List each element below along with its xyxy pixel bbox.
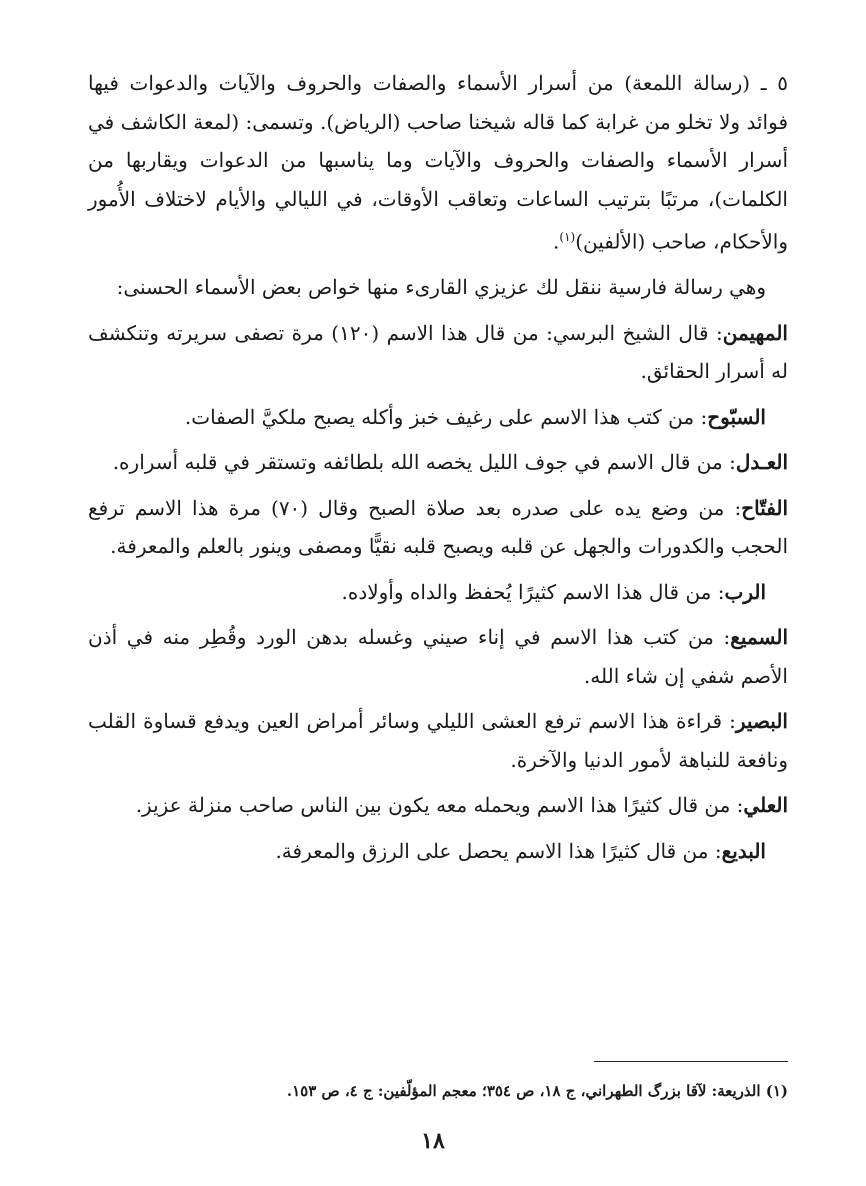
intro-paragraph-2: وهي رسالة فارسية ننقل لك عزيزي القارىء منها خواص بعض الأسماء الحسنى: [116,275,766,300]
entry-term: المهيمن [722,320,788,345]
entry-term: السبّوح [707,404,766,429]
footnote: (١) الذريعة: لآقا بزرگ الطهراني، ج ١٨، ص ٣٥٤؛ معجم المؤلّفين: ج ٤، ص ١٥٣. [286,1082,788,1100]
entry-subbuh [88,398,788,437]
entry-text: : من كتب هذا الاسم في إناء صيني وغسله بدهن الورد وقُطِر منه في أذن الأصم شفي إن شاء الله. [88,625,788,688]
entry-fattah [88,489,788,566]
page-number: ١٨ [421,1128,445,1154]
entry-muhaymin [88,314,788,391]
entry-rabb [88,573,788,612]
entry-sami [88,618,788,695]
entry-badi [88,832,788,871]
entry-text: : من قال كثيرًا هذا الاسم يحصل على الرزق والمعرفة. [275,838,722,863]
entry-text: : قال الشيخ البرسي: من قال هذا الاسم (١٢٠) مرة تصفى سريرته وتنكشف له أسرار الحقائق. [88,320,788,384]
footnote-ref: (١) [559,230,576,244]
entry-term: السميع [730,625,788,650]
entry-text: : من وضع يده على صدره بعد صلاة الصبح وقال (٧٠) مرة هذا الاسم ترفع الحجب والكدورات والجهل عن قلبه ويصبح قلبه نقيًّا ومصفى وينور بالعلم والمعرفة. [88,495,788,559]
entry-term: العـدل [735,450,788,475]
entry-term: البديع [721,838,766,863]
entry-adl [88,443,788,482]
body-text [88,64,788,877]
entry-text: : من قال الاسم في جوف الليل يخصه الله بلطائفه وتستقر في قلبه أسراره. [112,450,736,475]
intro-end: . [553,229,560,254]
entry-term: البصير [735,709,788,734]
entry-ali [88,786,788,825]
entry-text: : من كتب هذا الاسم على رغيف خبز وأكله يصبح ملكيَّ الصفات. [184,404,708,429]
entry-text: : من قال كثيرًا هذا الاسم ويحمله معه يكون بين الناس صاحب منزلة عزيز. [135,793,744,818]
intro-paragraph [88,64,788,261]
entry-term: الفتّاح [741,495,788,520]
entry-term: الرب [724,579,766,604]
entry-text: : قراءة هذا الاسم ترفع العشى الليلي وسائر أمراض العين ويدفع قساوة القلب ونافعة للنباهة لأمور الدنيا والآخرة. [88,709,788,772]
entry-term: العلي [743,793,788,818]
entry-basir [88,702,788,779]
footnote-divider [594,1061,788,1062]
entry-text: : من قال هذا الاسم كثيرًا يُحفظ والداه وأولاده. [341,579,725,604]
intro-text: ٥ ـ (رسالة اللمعة) من أسرار الأسماء والصفات والحروف والآيات والدعوات فيها فوائد ولا تخلو من غرابة كما قاله شيخنا صاحب (الرياض). وتسمى: (لمعة الكاشف في أسرار الأسماء والصفات والحروف والآيات وما يناسبها من الدعوات ويقاربها من الكلمات)، مرتبًا بترتيب الساعات وتعاقب الأوقات، في الليالي والأيام لاختلاف الأُمور والأحكام، صاحب (الألفين) [88,71,788,254]
